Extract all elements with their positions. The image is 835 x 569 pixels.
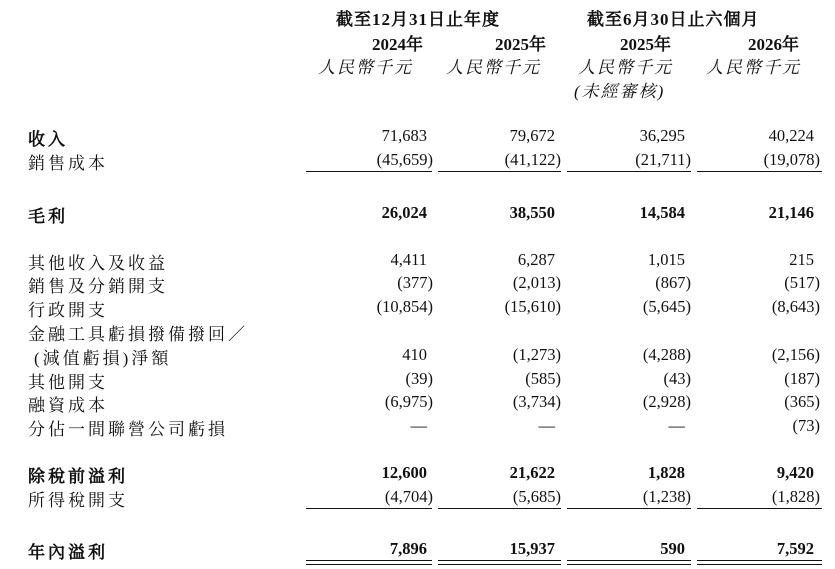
cell-selling-expenses-2: (2,013) [512, 273, 561, 292]
row-label-selling-expenses: 銷售及分銷開支 [28, 277, 168, 296]
cell-income-tax-3: (1,238) [642, 487, 691, 506]
rule-cost-of-sales-1 [306, 171, 432, 172]
row-label-admin-expenses: 行政開支 [28, 301, 108, 320]
row-label-revenue: 收入 [28, 130, 68, 149]
cell-associate-loss-3: — [668, 416, 685, 435]
cell-impairment-2: (1,273) [512, 345, 561, 364]
cell-admin-expenses-1: (10,854) [376, 297, 433, 316]
rule-income-tax-4 [697, 508, 822, 509]
cell-income-tax-4: (1,828) [771, 487, 820, 506]
row-label-income-tax: 所得稅開支 [28, 491, 128, 510]
cell-gross-profit-4: 21,146 [768, 203, 814, 222]
double-rule-top-4 [697, 560, 822, 561]
rule-income-tax-1 [306, 508, 432, 509]
rule-cost-of-sales-2 [438, 171, 561, 172]
row-label-gross-profit: 毛利 [28, 207, 68, 226]
double-rule-top-1 [306, 560, 432, 561]
cell-gross-profit-1: 26,024 [381, 203, 427, 222]
cell-finance-costs-3: (2,928) [642, 392, 691, 411]
cell-profit-before-tax-3: 1,828 [647, 463, 685, 482]
cell-revenue-2: 79,672 [509, 126, 555, 145]
cell-profit-for-year-3: 590 [660, 539, 685, 558]
cell-other-income-4: 215 [789, 250, 814, 269]
cell-revenue-3: 36,295 [639, 126, 685, 145]
cell-selling-expenses-1: (377) [397, 273, 433, 292]
cell-profit-for-year-4: 7,592 [776, 539, 814, 558]
column-unit-1: 人民幣千元 [318, 58, 413, 77]
cell-other-expenses-3: (43) [663, 369, 691, 388]
cell-admin-expenses-4: (8,643) [771, 297, 820, 316]
cell-profit-before-tax-4: 9,420 [776, 463, 814, 482]
row-label-other-income: 其他收入及收益 [28, 254, 168, 273]
cell-profit-for-year-2: 15,937 [509, 539, 555, 558]
cell-cost-of-sales-3: (21,711) [635, 150, 691, 169]
cell-cost-of-sales-4: (19,078) [763, 150, 820, 169]
cell-finance-costs-4: (365) [784, 392, 820, 411]
cell-profit-for-year-1: 7,896 [389, 539, 427, 558]
row-label-impairment-line2: (減值虧損)淨額 [34, 349, 172, 368]
double-rule-bottom-1 [306, 564, 432, 565]
cell-revenue-4: 40,224 [768, 126, 814, 145]
rule-income-tax-2 [438, 508, 561, 509]
period-header-interim: 截至6月30日止六個月 [587, 10, 760, 29]
cell-other-income-2: 6,287 [517, 250, 555, 269]
cell-cost-of-sales-1: (45,659) [376, 150, 433, 169]
period-header-annual: 截至12月31日止年度 [336, 10, 500, 29]
cell-revenue-1: 71,683 [381, 126, 427, 145]
cell-other-income-1: 4,411 [390, 250, 427, 269]
cell-profit-before-tax-1: 12,600 [381, 463, 427, 482]
row-label-impairment-line1: 金融工具虧損撥備撥回／ [28, 325, 248, 344]
cell-income-tax-2: (5,685) [512, 487, 561, 506]
cell-other-expenses-2: (585) [525, 369, 561, 388]
column-year-1: 2024年 [372, 35, 423, 54]
cell-admin-expenses-3: (5,645) [642, 297, 691, 316]
column-year-4: 2026年 [748, 35, 799, 54]
row-label-finance-costs: 融資成本 [28, 396, 108, 415]
cell-other-expenses-1: (39) [405, 369, 433, 388]
cell-admin-expenses-2: (15,610) [504, 297, 561, 316]
cell-impairment-1: 410 [402, 345, 427, 364]
column-year-3: 2025年 [620, 35, 671, 54]
cell-selling-expenses-3: (867) [655, 273, 691, 292]
cell-associate-loss-1: — [410, 416, 427, 435]
cell-impairment-4: (2,156) [771, 345, 820, 364]
unaudited-note: (未經審核) [574, 82, 666, 101]
column-year-2: 2025年 [495, 35, 546, 54]
cell-finance-costs-2: (3,734) [512, 392, 561, 411]
row-label-other-expenses: 其他開支 [28, 373, 108, 392]
cell-income-tax-1: (4,704) [384, 487, 433, 506]
row-label-associate-loss: 分佔一間聯營公司虧損 [28, 420, 228, 439]
cell-associate-loss-4: (73) [792, 416, 820, 435]
cell-cost-of-sales-2: (41,122) [504, 150, 561, 169]
cell-gross-profit-2: 38,550 [509, 203, 555, 222]
cell-other-expenses-4: (187) [784, 369, 820, 388]
column-unit-4: 人民幣千元 [706, 58, 801, 77]
cell-finance-costs-1: (6,975) [384, 392, 433, 411]
rule-cost-of-sales-3 [567, 171, 691, 172]
cell-other-income-3: 1,015 [647, 250, 685, 269]
cell-profit-before-tax-2: 21,622 [509, 463, 555, 482]
cell-associate-loss-2: — [538, 416, 555, 435]
cell-gross-profit-3: 14,584 [639, 203, 685, 222]
row-label-profit-for-year: 年內溢利 [28, 543, 108, 562]
row-label-cost-of-sales: 銷售成本 [28, 154, 108, 173]
rule-income-tax-3 [567, 508, 691, 509]
double-rule-top-2 [438, 560, 561, 561]
column-unit-2: 人民幣千元 [446, 58, 541, 77]
column-unit-3: 人民幣千元 [578, 58, 673, 77]
double-rule-bottom-3 [567, 564, 691, 565]
double-rule-bottom-2 [438, 564, 561, 565]
row-label-profit-before-tax: 除稅前溢利 [28, 467, 128, 486]
double-rule-top-3 [567, 560, 691, 561]
rule-cost-of-sales-4 [697, 171, 822, 172]
double-rule-bottom-4 [697, 564, 822, 565]
cell-selling-expenses-4: (517) [784, 273, 820, 292]
cell-impairment-3: (4,288) [642, 345, 691, 364]
